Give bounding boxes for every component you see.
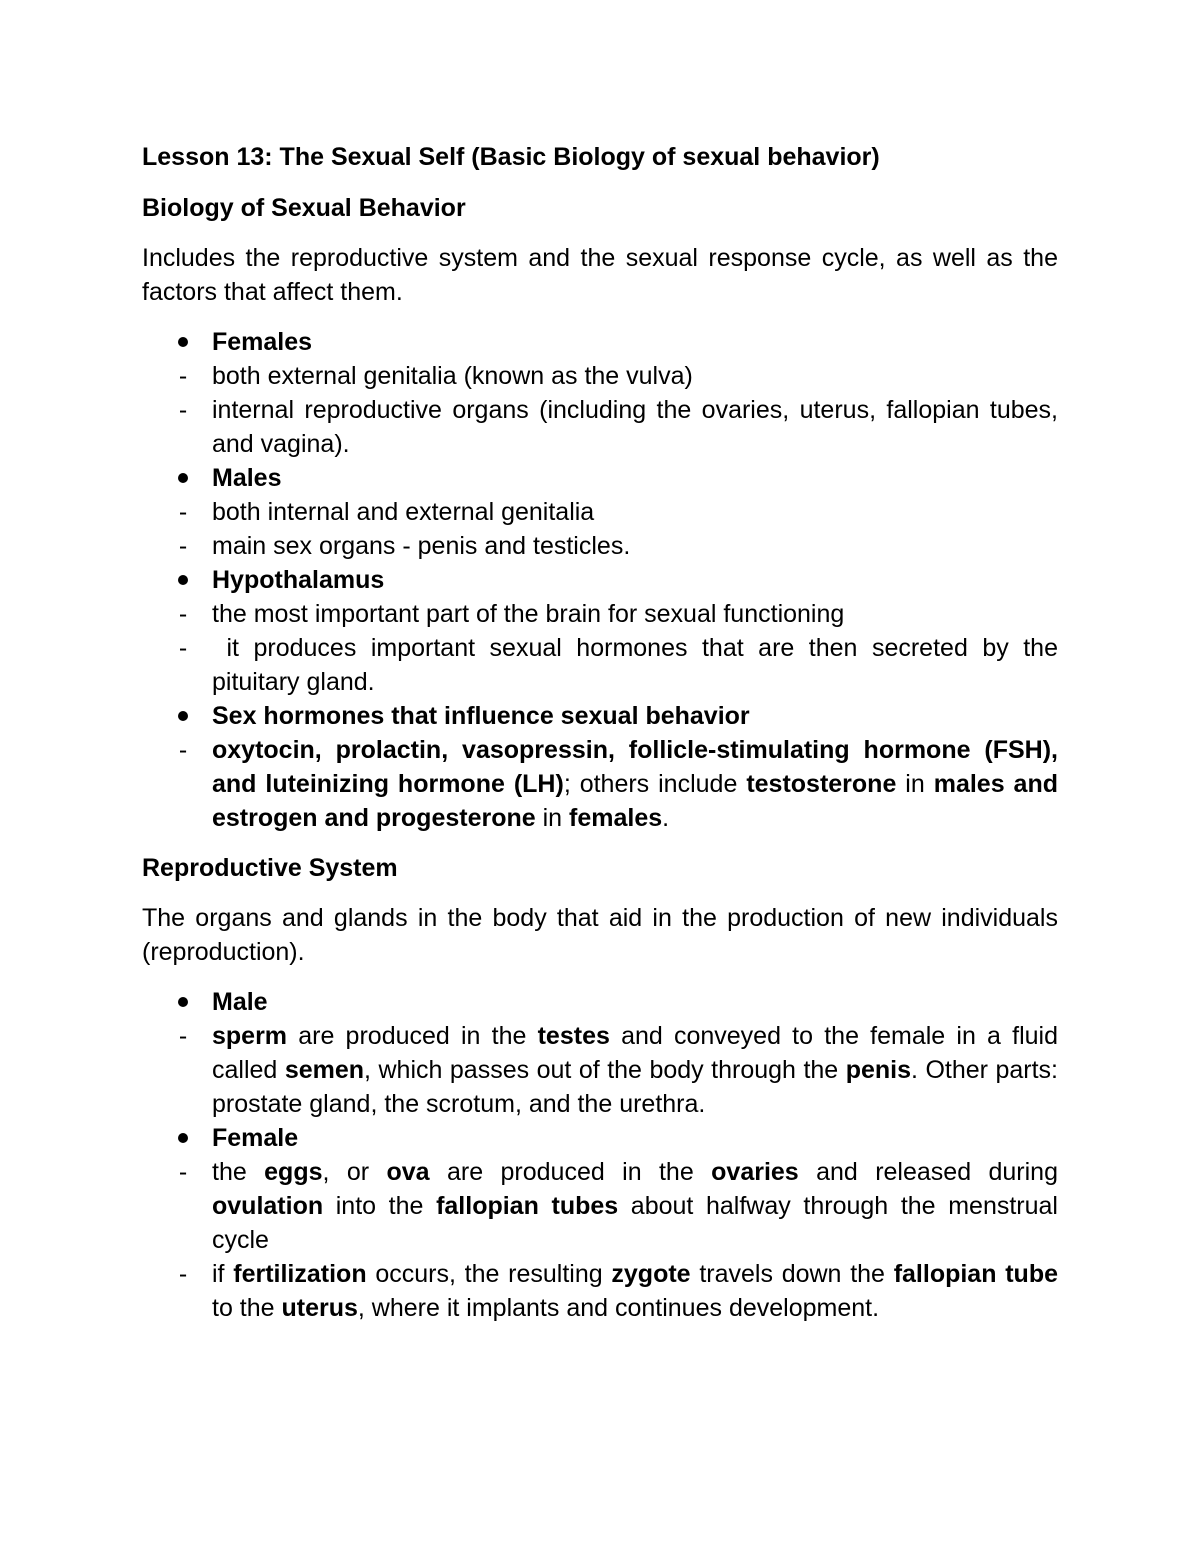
item-label-female: Female <box>212 1124 299 1152</box>
list-item <box>142 1019 1058 1121</box>
list-item: - the most important part of the brain for sexual functioning <box>142 597 1058 631</box>
section-intro-reproductive: The organs and glands in the body that aid in the production of new individuals (reproduction). <box>142 904 1058 966</box>
hormones-text: oxytocin, prolactin, vasopressin, follicle-stimulating hormone (FSH), and luteinizing hormone (LH); others include testosterone in males and estrogen and progesterone in females. <box>212 736 1058 832</box>
bullet-icon <box>172 985 194 1019</box>
list-item <box>142 985 1058 1019</box>
section-intro-biology: Includes the reproductive system and the sexual response cycle, as well as the factors that affect them. <box>142 244 1058 306</box>
list-item: - it produces important sexual hormones that are then secreted by the pituitary gland. <box>142 631 1058 699</box>
dash-marker: - <box>178 362 188 390</box>
dash-marker: - <box>178 1260 188 1288</box>
dash-marker: - <box>178 1158 188 1186</box>
dash-marker: - <box>178 736 188 764</box>
list-item <box>142 1155 1058 1257</box>
dash-marker: - <box>178 634 188 662</box>
section-heading-reproductive: Reproductive System <box>142 854 398 882</box>
dash-marker: - <box>178 532 188 560</box>
dash-marker: - <box>178 396 188 424</box>
document-page <box>142 140 1065 1341</box>
bullet-icon <box>172 563 194 597</box>
list-item: - both internal and external genitalia <box>142 495 1058 529</box>
item-label-males: Males <box>212 464 282 492</box>
bullet-icon <box>172 1121 194 1155</box>
bullet-icon <box>172 699 194 733</box>
list-item <box>142 1121 1058 1155</box>
lesson-title: Lesson 13: The Sexual Self (Basic Biology of sexual behavior) <box>142 143 880 171</box>
list-item <box>142 1257 1058 1325</box>
list-item: - main sex organs - penis and testicles. <box>142 529 1058 563</box>
bullet-icon <box>172 461 194 495</box>
biology-list <box>142 325 1065 835</box>
item-label-hypothalamus: Hypothalamus <box>212 566 385 594</box>
list-item <box>142 733 1058 835</box>
list-item <box>142 699 1058 733</box>
female-text-1: the eggs, or ova are produced in the ovaries and released during ovulation into the fallopian tubes about halfway through the menstrual cycle <box>212 1158 1058 1254</box>
list-item: - both external genitalia (known as the vulva) <box>142 359 1058 393</box>
dash-marker: - <box>178 498 188 526</box>
bullet-icon <box>172 325 194 359</box>
list-item <box>142 461 1058 495</box>
male-text: sperm are produced in the testes and conveyed to the female in a fluid called semen, which passes out of the body through the penis. Other parts: prostate gland, the scrotum, and the urethra. <box>212 1022 1059 1118</box>
list-item <box>142 563 1058 597</box>
item-label-females: Females <box>212 328 313 356</box>
female-text-2: if fertilization occurs, the resulting zygote travels down the fallopian tube to the uterus, where it implants and continues development. <box>212 1260 1058 1322</box>
item-label-hormones: Sex hormones that influence sexual behavior <box>212 702 750 730</box>
item-label-male: Male <box>212 988 268 1016</box>
dash-marker: - <box>178 1022 188 1050</box>
list-item: - internal reproductive organs (including the ovaries, uterus, fallopian tubes, and vagina). <box>142 393 1058 461</box>
section-heading-biology: Biology of Sexual Behavior <box>142 194 466 222</box>
list-item <box>142 325 1058 359</box>
dash-marker: - <box>178 600 188 628</box>
reproductive-list <box>142 985 1058 1325</box>
